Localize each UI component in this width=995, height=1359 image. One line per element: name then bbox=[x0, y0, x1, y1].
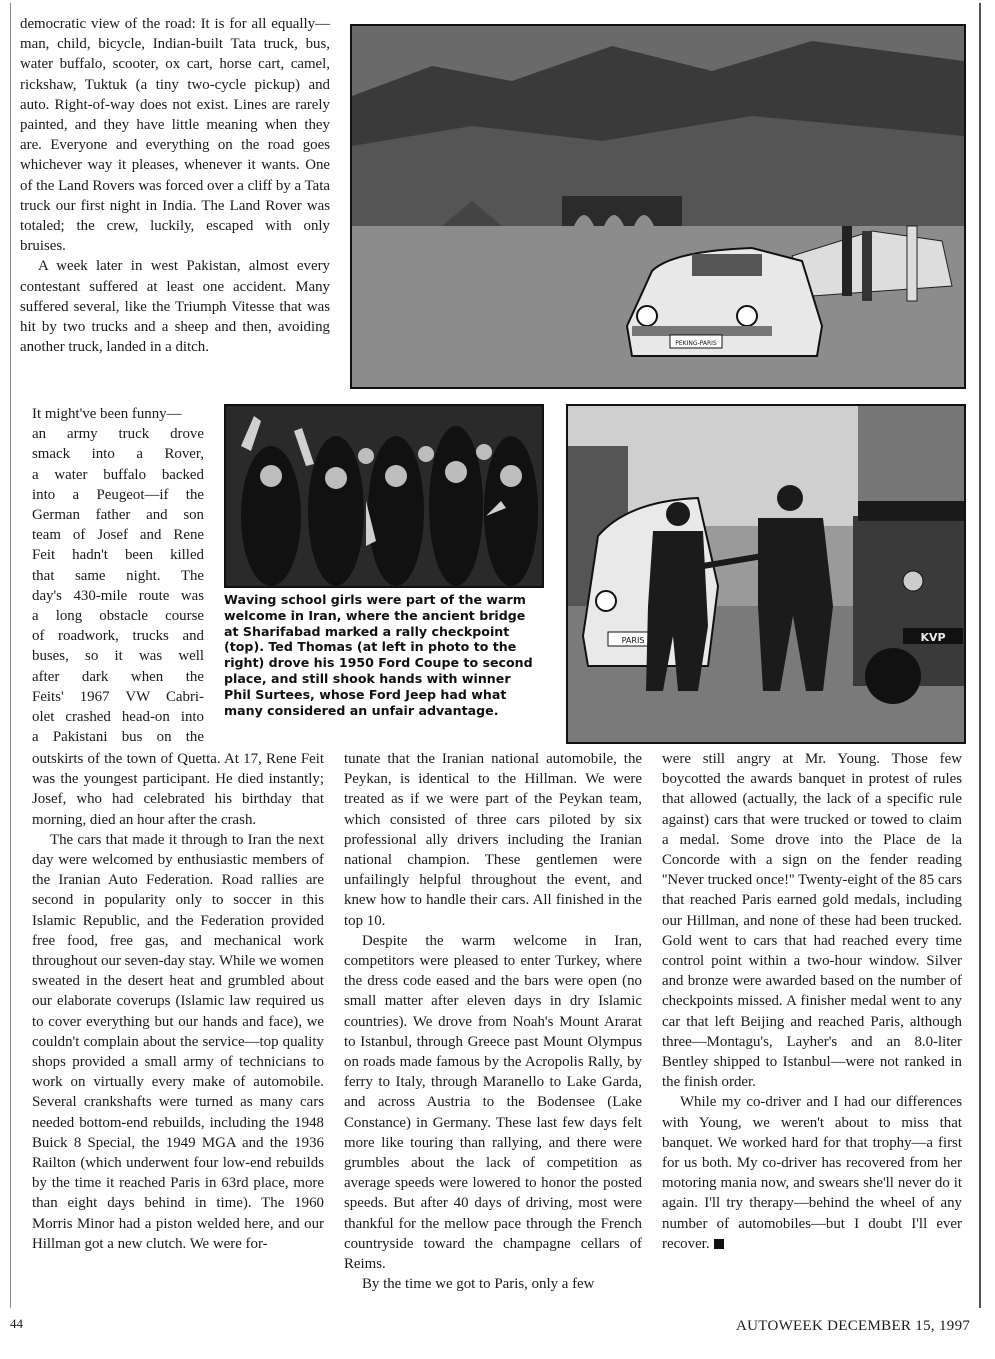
plate-text: KVP bbox=[920, 631, 946, 644]
photo-caption: Waving school girls were part of the warm welcome in Iran, where the ancient bridge at Sharifabad marked a rally checkpoint (top). Ted Thomas (at left in photo to the right) drove his 1950 Ford Coupe to second place, and still shook hands with winner Phil Surtees, whose Ford Jeep had what many considered an unfair advantage. bbox=[224, 592, 533, 718]
paragraph: tunate that the Iranian national automobile, the Peykan, is identical to the Hillman. We were treated as if we were part of the Peykan team, which consisted of three cars piloted by six professional ally drivers including the Iranian national champion. These gentlemen were unfailingly helpful throughout the event, and knew how to handle their cars. All finished in the top 10. bbox=[344, 751, 642, 929]
paragraph: outskirts of the town of Quetta. At 17, Rene Feit was the youngest participant. He died instantly; Josef, who had celebrated his birthday that morning, died an hour after the crash. bbox=[32, 751, 324, 828]
text-line: olet crashed head-on into bbox=[32, 709, 204, 726]
column-1-bottom bbox=[32, 749, 324, 1254]
text-line: team of Josef and Rene bbox=[32, 527, 204, 544]
page-number: 44 bbox=[10, 1316, 23, 1331]
text-line: a long obstacle course bbox=[32, 608, 204, 625]
text-line: a water buffalo backed bbox=[32, 466, 204, 483]
column-3 bbox=[662, 749, 962, 1254]
paragraph bbox=[662, 1092, 962, 1254]
column-2 bbox=[344, 749, 642, 1294]
ford-jeep bbox=[853, 501, 964, 704]
text-line: of roadwork, trucks and bbox=[32, 628, 204, 645]
photo-handshake-ford-jeep bbox=[566, 404, 966, 744]
magazine-footer: AUTOWEEK DECEMBER 15, 1997 bbox=[736, 1318, 971, 1334]
plate-text: PEKING-PARIS bbox=[675, 340, 717, 347]
text-line: buses, so it was well bbox=[32, 648, 204, 665]
text-line: into a Peugeot—if the bbox=[32, 486, 204, 503]
paragraph: were still angry at Mr. Young. Those few boycotted the awards banquet in protest of rules that allowed (actually, the lack of a specific rule against) cars that were trucked or towed to claim a medal. Some drove into the Place de la Concorde with a sign on the fender reading ''Never trucked once!'' Twenty-eight of the 85 cars that reached Paris earned gold medals, including our Hillman, and none of these had been trucked. Gold went to cars that had reached every time control point within a two-hour window. Silver and bronze were awarded based on the number of checkpoints missed. A finisher medal went to any car that left Beijing and reached Paris, although three—Montagu's, Layher's and an 8.0-liter Bentley shipped to Istanbul—were not ranked in the finish order. bbox=[662, 751, 962, 1091]
paragraph: The cars that made it through to Iran the next day were welcomed by enthusiastic members of the Iranian Auto Federation. Road rallies are second in popularity only to soccer in this Islamic Republic, and the Federation provided free food, free gas, and mechanical work throughout our seven-day stay. While we women sweated in the desert heat and grumbled about our elaborate coverups (Islamic law required us to cover everything but our hands and face), we couldn't complain about the service—top quality shops provided a small army of technicians to work on virtually every make of automobile. Several crankshafts were turned as many cars needed bottom-end rebuilds, including the 1948 Buick 8 Special, the 1949 MGA and the 1936 Railton (which underwent four low-end rebuilds by the time it reached Paris in 63rd place, more than eight days behind in time). The 1960 Morris Minor had a piston welded here, and our Hillman got a new clutch. We were for- bbox=[32, 831, 324, 1252]
text-line: day's 430-mile route was bbox=[32, 587, 204, 604]
paragraph: By the time we got to Paris, only a few bbox=[362, 1276, 595, 1293]
text-line: a Pakistani bus on the bbox=[32, 729, 204, 746]
photo-sharifabad-bridge bbox=[350, 24, 966, 389]
text-line: German father and son bbox=[32, 507, 204, 524]
photo-waving-school-girls bbox=[224, 404, 544, 588]
column-1-narrow bbox=[32, 404, 204, 747]
text-line: Feit hadn't been killed bbox=[32, 547, 204, 564]
text-line: Feits' 1967 VW Cabri- bbox=[32, 688, 204, 705]
paragraph: democratic view of the road: It is for all equally—man, child, bicycle, Indian-built Tata truck, bus, water buffalo, scooter, ox cart, horse cart, camel, rickshaw, Tuktuk (a tiny two-cycle pickup) and auto. Right-of-way does not exist. Lines are rarely painted, and they have little meaning when they are. Everyone and everything on the road goes whichever way it pleases, whenever it wants. One of the Land Rovers was forced over a cliff by a Tata truck our first night in India. The Land Rover was totaled; the crew, luckily, escaped with only bruises. bbox=[20, 16, 330, 255]
text-line: that same night. The bbox=[32, 567, 204, 584]
text-line: It might've been funny— bbox=[32, 406, 182, 422]
column-1-top bbox=[20, 14, 330, 357]
plate-text: PARIS bbox=[621, 636, 645, 645]
text-line: smack into a Rover, bbox=[32, 446, 204, 463]
end-mark-icon bbox=[714, 1239, 724, 1249]
paragraph: A week later in west Pakistan, almost every contestant suffered at least one accident. Many suffered several, like the Triumph Vitesse that was hit by two trucks and a sheep and then, avoiding another truck, landed in a ditch. bbox=[20, 258, 330, 356]
text-line: an army truck drove bbox=[32, 426, 204, 443]
text-line: after dark when the bbox=[32, 668, 204, 685]
paragraph-text: While my co-driver and I had our differences with Young, we weren't about to miss that banquet. We worked hard for that trophy—a first for us both. My co-driver has recovered from her motoring mania now, and swears she'll never do it again. I'll try therapy—behind the wheel of any number of automobiles—but I doubt I'll ever recover. bbox=[662, 1094, 962, 1252]
paragraph: Despite the warm welcome in Iran, competitors were pleased to enter Turkey, where the dress code eased and the bars were open (no small matter after eleven days in dry Islamic countries). We drove from Noah's Mount Ararat to Istanbul, through Greece past Mount Olympus on roads made famous by the Acropolis Rally, by ferry to Italy, through Maranello to Lake Garda, and across Austria to the Bodensee (Lake Constance) in Germany. These last few days felt more like touring than rallying, and there were grumbles about the lack of competition as average speeds were lowered to honor the posted speeds. But after 40 days of driving, most were thankful for the mellow pace through the French countryside toward the champagne cellars of Reims. bbox=[344, 932, 642, 1273]
